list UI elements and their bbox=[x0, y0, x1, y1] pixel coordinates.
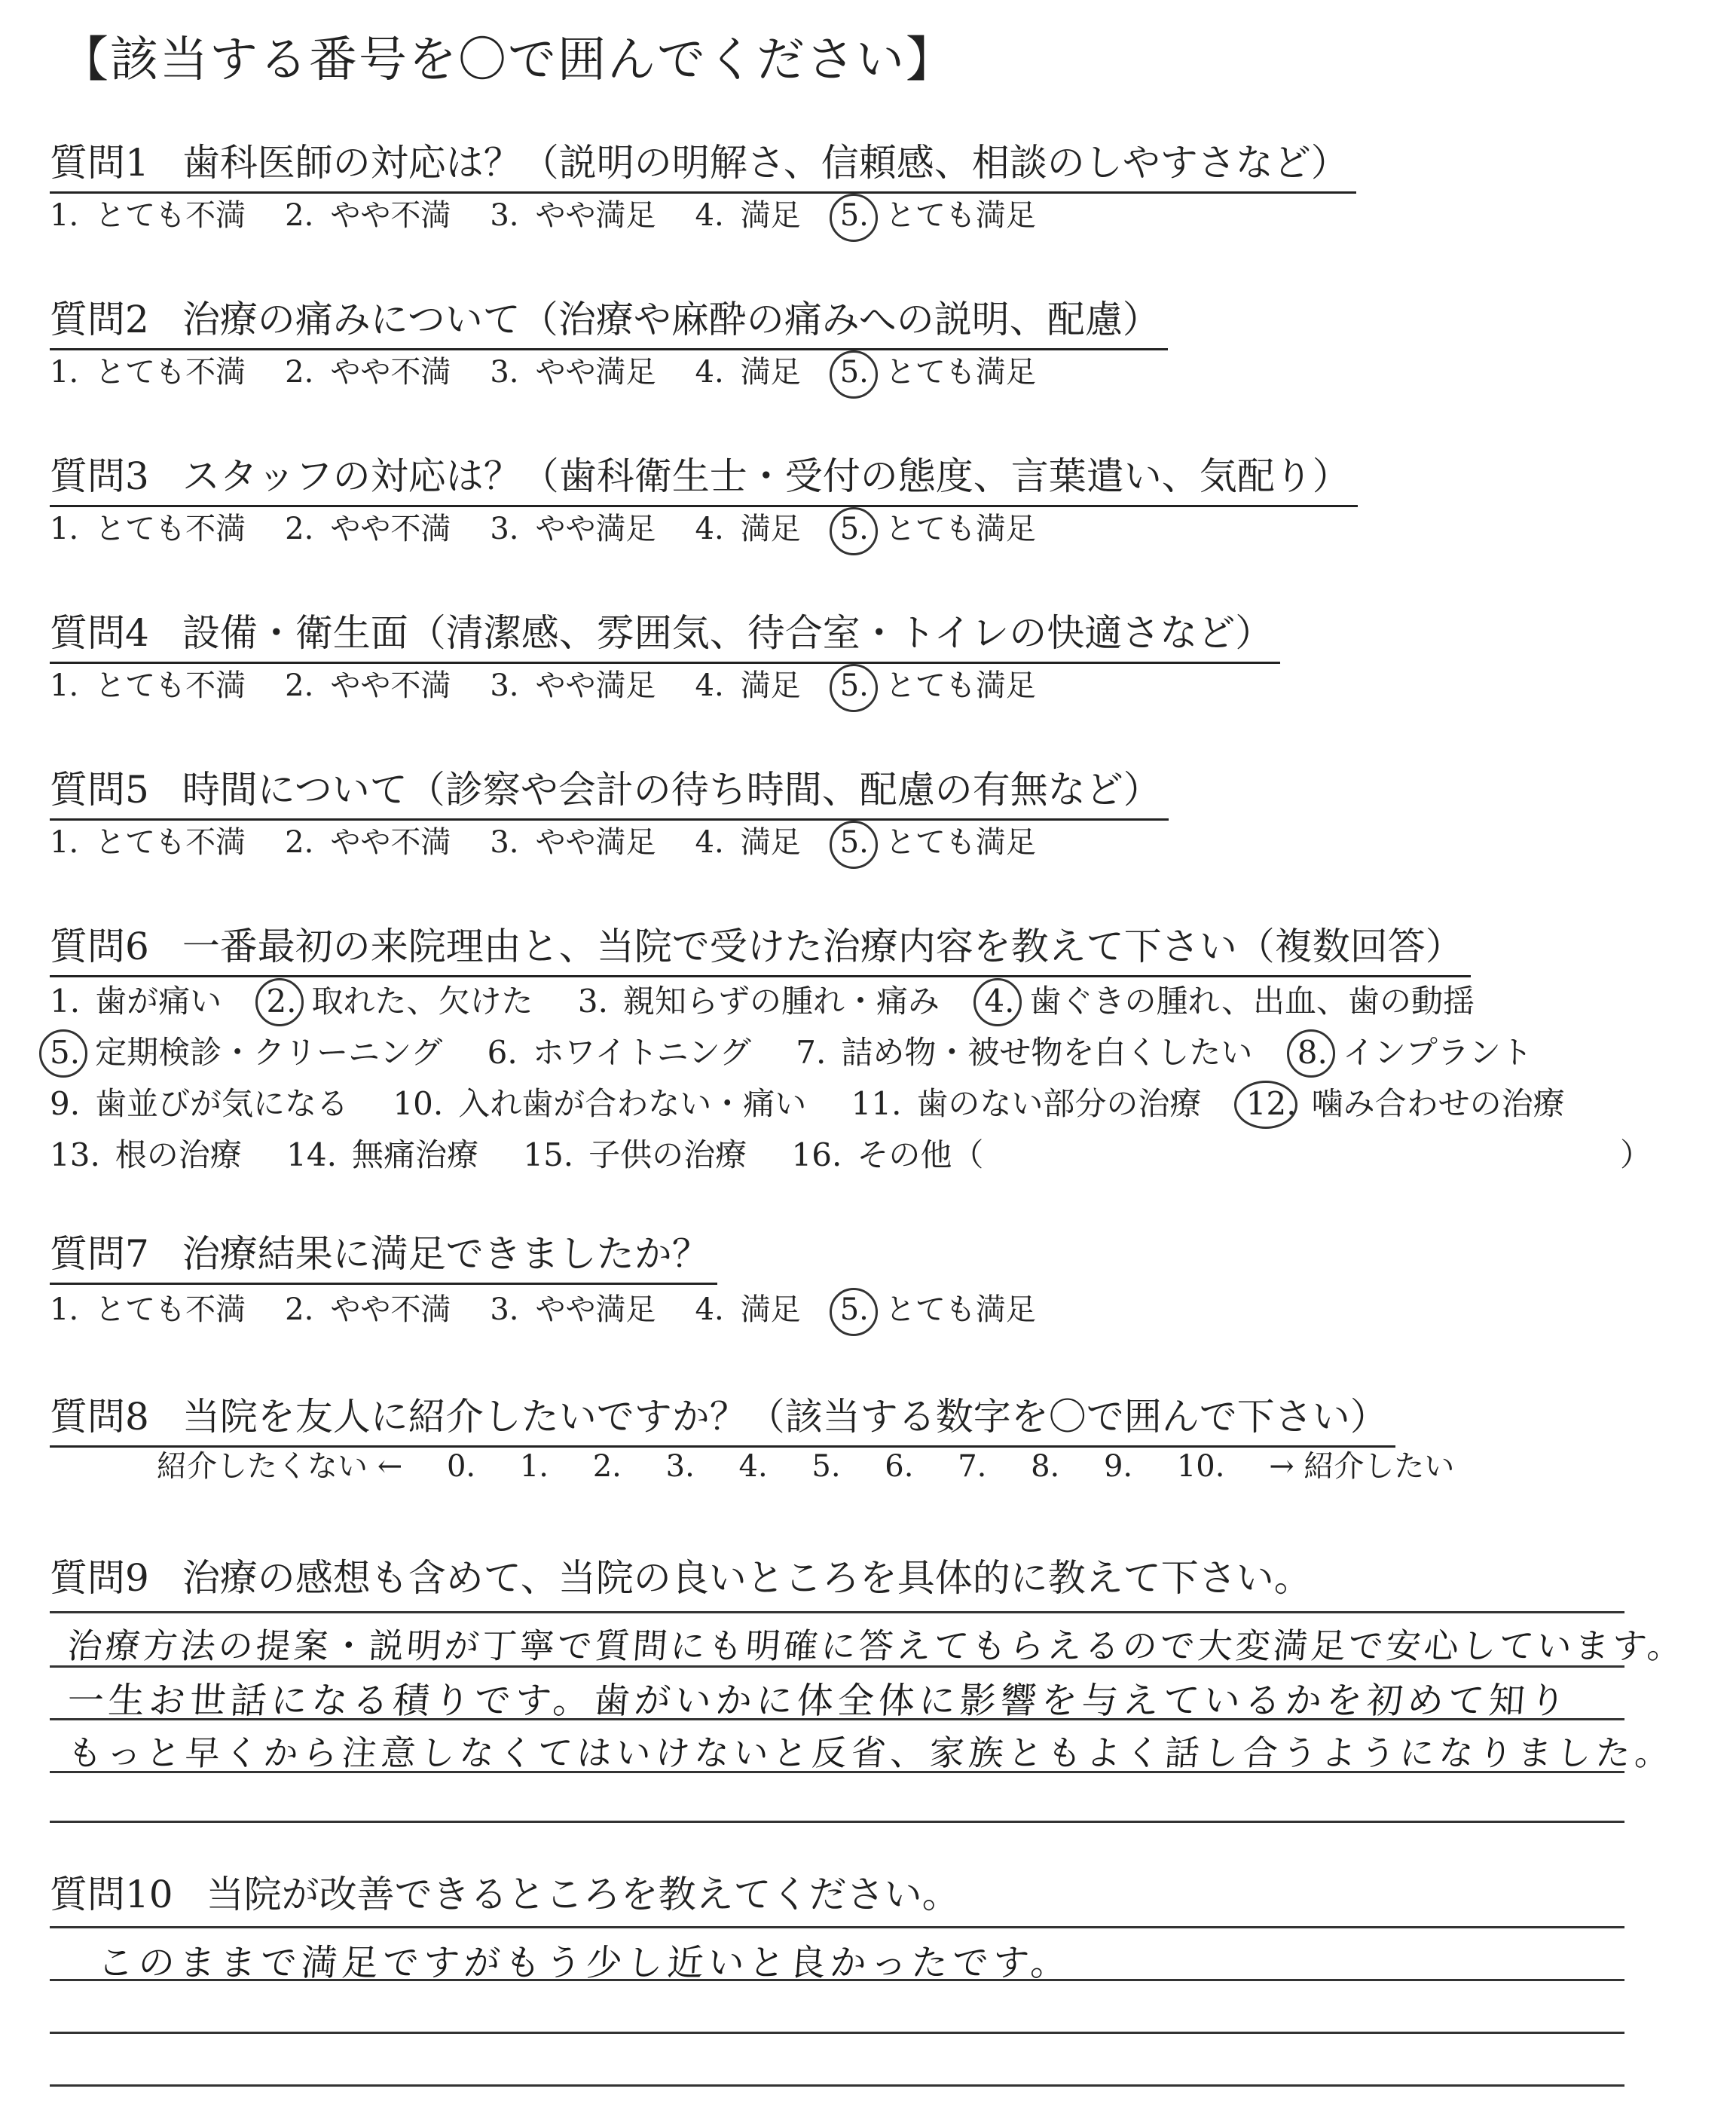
question-4-options bbox=[50, 662, 1075, 705]
selection-circle bbox=[39, 1029, 87, 1078]
option-2[interactable]: 2. やや不満 bbox=[285, 668, 451, 703]
question-number: 質問10 bbox=[50, 1873, 173, 1916]
question-text: 当院を友人に紹介したいですか？（該当する数字を〇で囲んで下さい） bbox=[182, 1395, 1388, 1439]
question-number: 質問1 bbox=[50, 141, 149, 185]
option-4[interactable]: 4. 満足 bbox=[695, 198, 801, 233]
q10-answer-line-1[interactable]: このままで満足ですがもう少し近いと良かったです。 bbox=[96, 1942, 1073, 1984]
q6-option-7[interactable]: 7. 詰め物・被せ物を白くしたい bbox=[796, 1034, 1253, 1071]
option-3[interactable]: 3. やや満足 bbox=[490, 668, 656, 703]
question-10-heading bbox=[50, 1864, 960, 1919]
question-5-options bbox=[50, 818, 1075, 861]
question-number: 質問4 bbox=[50, 611, 149, 655]
question-text: 時間について（診察や会計の待ち時間、配慮の有無など） bbox=[182, 768, 1161, 812]
question-6-heading bbox=[50, 916, 1471, 977]
scale-5[interactable]: 5. bbox=[811, 1449, 841, 1484]
q6-option-2-selected[interactable]: 2. 取れた、欠けた bbox=[266, 977, 533, 1022]
selection-circle bbox=[973, 978, 1022, 1026]
q9-answer-line-3[interactable]: もっと早くから注意しなくてはいけないと反省、家族ともよく話し合うようになりました。 bbox=[66, 1732, 1676, 1773]
question-2-options bbox=[50, 348, 1075, 391]
option-1[interactable]: 1. とても不満 bbox=[50, 512, 246, 546]
q6-option-5-selected[interactable]: 5. 定期検診・クリーニング bbox=[50, 1028, 442, 1073]
question-3-heading bbox=[50, 446, 1358, 507]
selection-circle bbox=[255, 978, 304, 1026]
page-title: 【該当する番号を〇で囲んでください】 bbox=[60, 32, 955, 88]
option-2[interactable]: 2. やや不満 bbox=[285, 355, 451, 390]
scale-3[interactable]: 3. bbox=[665, 1449, 695, 1484]
selection-circle bbox=[830, 194, 878, 242]
question-9-heading bbox=[50, 1548, 1312, 1602]
scale-10[interactable]: 10. bbox=[1176, 1449, 1225, 1484]
question-6-row-4 bbox=[50, 1130, 1018, 1176]
option-5-selected[interactable]: 5. とても満足 bbox=[840, 1286, 1036, 1329]
scale-6[interactable]: 6. bbox=[885, 1449, 914, 1484]
selection-circle bbox=[830, 507, 878, 555]
scale-4[interactable]: 4. bbox=[738, 1449, 768, 1484]
question-1-options bbox=[50, 191, 1075, 234]
answer-line bbox=[50, 1926, 1624, 1928]
q6-option-4-selected[interactable]: 4. 歯ぐきの腫れ、出血、歯の動揺 bbox=[984, 977, 1475, 1022]
question-text: スタッフの対応は？（歯科衛生士・受付の態度、言葉遣い、気配り） bbox=[182, 454, 1350, 498]
question-text: 当院が改善できるところを教えてください。 bbox=[206, 1873, 960, 1916]
question-text: 一番最初の来院理由と、当院で受けた治療内容を教えて下さい（複数回答） bbox=[182, 925, 1463, 968]
selection-circle bbox=[830, 1288, 878, 1336]
question-5-heading bbox=[50, 760, 1169, 821]
selection-circle bbox=[830, 350, 878, 399]
scale-1[interactable]: 1. bbox=[519, 1449, 549, 1484]
answer-line bbox=[50, 1979, 1624, 1981]
option-1[interactable]: 1. とても不満 bbox=[50, 355, 246, 390]
question-text: 設備・衛生面（清潔感、雰囲気、待合室・トイレの快適さなど） bbox=[182, 611, 1273, 655]
option-4[interactable]: 4. 満足 bbox=[695, 668, 801, 703]
option-4[interactable]: 4. 満足 bbox=[695, 512, 801, 546]
option-5-selected[interactable]: 5. とても満足 bbox=[840, 818, 1036, 861]
option-2[interactable]: 2. やや不満 bbox=[285, 198, 451, 233]
q6-option-13[interactable]: 13. 根の治療 bbox=[50, 1136, 242, 1173]
question-number: 質問9 bbox=[50, 1556, 149, 1600]
question-text: 治療の感想も含めて、当院の良いところを具体的に教えて下さい。 bbox=[182, 1556, 1312, 1600]
question-4-heading bbox=[50, 603, 1280, 664]
question-text: 歯科医師の対応は？（説明の明解さ、信頼感、相談のしやすさなど） bbox=[182, 141, 1349, 185]
option-5-selected[interactable]: 5. とても満足 bbox=[840, 348, 1036, 391]
scale-8[interactable]: 8. bbox=[1031, 1449, 1060, 1484]
q6-option-14[interactable]: 14. 無痛治療 bbox=[286, 1136, 478, 1173]
selection-circle bbox=[830, 821, 878, 869]
q6-option-12-selected[interactable]: 12. 噛み合わせの治療 bbox=[1246, 1079, 1565, 1124]
question-6-row-3 bbox=[50, 1079, 1600, 1124]
option-3[interactable]: 3. やや満足 bbox=[490, 355, 656, 390]
option-3[interactable]: 3. やや満足 bbox=[490, 825, 656, 860]
q6-option-3[interactable]: 3. 親知らずの腫れ・痛み bbox=[577, 983, 940, 1020]
question-number: 質問7 bbox=[50, 1232, 149, 1276]
scale-7[interactable]: 7. bbox=[958, 1449, 987, 1484]
scale-0[interactable]: 0. bbox=[446, 1449, 476, 1484]
question-number: 質問8 bbox=[50, 1395, 149, 1439]
option-5-selected[interactable]: 5. とても満足 bbox=[840, 662, 1036, 705]
q6-option-6[interactable]: 6. ホワイトニング bbox=[487, 1034, 751, 1071]
other-close-paren: ） bbox=[1620, 1136, 1652, 1173]
question-text: 治療の痛みについて（治療や麻酔の痛みへの説明、配慮） bbox=[182, 298, 1160, 341]
question-number: 質問5 bbox=[50, 768, 149, 812]
answer-line bbox=[50, 1821, 1624, 1823]
q6-option-15[interactable]: 15. 子供の治療 bbox=[523, 1136, 747, 1173]
selection-circle bbox=[1287, 1029, 1335, 1078]
question-7-heading bbox=[50, 1224, 717, 1285]
option-5-selected[interactable]: 5. とても満足 bbox=[840, 191, 1036, 234]
option-3[interactable]: 3. やや満足 bbox=[490, 198, 656, 233]
scale-right-label: → 紹介したい bbox=[1269, 1449, 1455, 1484]
question-3-options bbox=[50, 505, 1075, 548]
q6-option-16[interactable]: 16. その他（ bbox=[791, 1136, 984, 1173]
option-3[interactable]: 3. やや満足 bbox=[490, 1292, 656, 1327]
q6-option-9[interactable]: 9. 歯並びが気になる bbox=[50, 1085, 349, 1122]
q6-option-10[interactable]: 10. 入れ歯が合わない・痛い bbox=[393, 1085, 807, 1122]
question-number: 質問6 bbox=[50, 925, 149, 968]
option-2[interactable]: 2. やや不満 bbox=[285, 512, 451, 546]
answer-line bbox=[50, 2032, 1624, 2034]
q6-option-11[interactable]: 11. 歯のない部分の治療 bbox=[851, 1085, 1202, 1122]
q9-answer-line-2[interactable]: 一生お世話になる積りです。歯がいかに体全体に影響を与えているかを初めて知り bbox=[66, 1680, 1572, 1722]
question-6-row-2 bbox=[50, 1028, 1567, 1073]
scale-2[interactable]: 2. bbox=[592, 1449, 622, 1484]
q6-option-1[interactable]: 1. 歯が痛い bbox=[50, 983, 222, 1020]
question-7-options bbox=[50, 1286, 1075, 1329]
answer-line bbox=[50, 1771, 1624, 1773]
option-5-selected[interactable]: 5. とても満足 bbox=[840, 505, 1036, 548]
option-4[interactable]: 4. 満足 bbox=[695, 825, 801, 860]
option-1[interactable]: 1. とても不満 bbox=[50, 825, 246, 860]
answer-line bbox=[50, 1665, 1624, 1668]
answer-line bbox=[50, 1611, 1624, 1613]
question-number: 質問2 bbox=[50, 298, 149, 341]
question-8-heading bbox=[50, 1387, 1395, 1448]
option-1[interactable]: 1. とても不満 bbox=[50, 198, 246, 233]
scale-left-label: 紹介したくない ← bbox=[157, 1449, 403, 1484]
answer-line bbox=[50, 1718, 1624, 1720]
option-4[interactable]: 4. 満足 bbox=[695, 1292, 801, 1327]
question-6-row-1 bbox=[50, 977, 1509, 1022]
option-2[interactable]: 2. やや不満 bbox=[285, 1292, 451, 1327]
question-1-heading bbox=[50, 133, 1356, 194]
question-text: 治療結果に満足できましたか？ bbox=[182, 1232, 710, 1276]
option-4[interactable]: 4. 満足 bbox=[695, 355, 801, 390]
option-2[interactable]: 2. やや不満 bbox=[285, 825, 451, 860]
scale-9[interactable]: 9. bbox=[1103, 1449, 1133, 1484]
selection-circle bbox=[1234, 1081, 1297, 1129]
recommend-scale bbox=[157, 1442, 1489, 1485]
option-3[interactable]: 3. やや満足 bbox=[490, 512, 656, 546]
option-1[interactable]: 1. とても不満 bbox=[50, 1292, 246, 1327]
answer-line bbox=[50, 2084, 1624, 2087]
q6-option-8-selected[interactable]: 8. インプラント bbox=[1297, 1028, 1533, 1073]
option-1[interactable]: 1. とても不満 bbox=[50, 668, 246, 703]
q9-answer-line-1[interactable]: 治療方法の提案・説明が丁寧で質問にも明確に答えてもらえるので大変満足で安心しています。 bbox=[66, 1625, 1687, 1666]
question-number: 質問3 bbox=[50, 454, 149, 498]
question-2-heading bbox=[50, 289, 1168, 350]
selection-circle bbox=[830, 664, 878, 712]
